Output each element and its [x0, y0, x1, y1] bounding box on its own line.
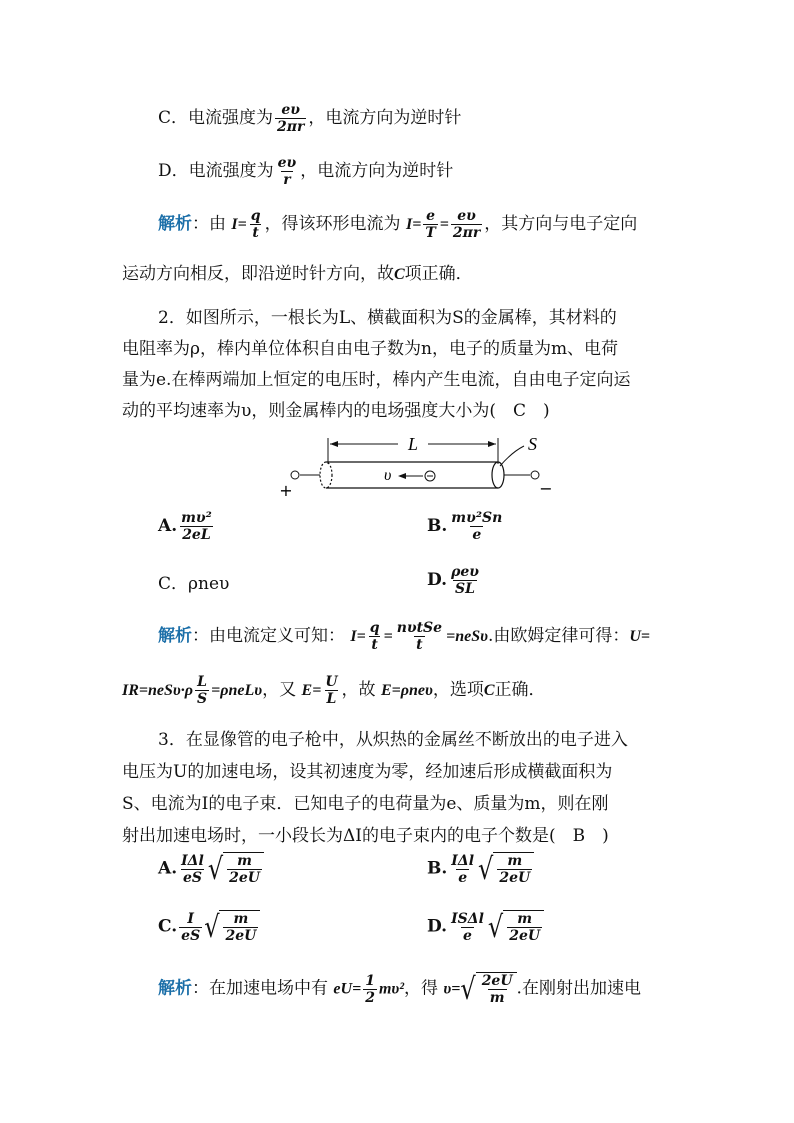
fig-plus: + — [279, 481, 293, 500]
sqrt-icon: √ $\frac{2eU}{m}$ — [460, 972, 516, 1006]
q2-stem-line4: 动的平均速率为υ，则金属棒内的电场强度大小为( C ) — [122, 401, 550, 421]
q2-stem-line2: 电阻率为ρ，棒内单位体积自由电子数为n，电子的质量为m、电荷 — [122, 339, 619, 359]
q3-stem-line3: S、电流为I的电子束．已知电子的电荷量为e、质量为m，则在刚 — [122, 794, 609, 814]
sqrt-icon: √ $\frac{m}{2eU}$ — [208, 852, 264, 886]
q2-analysis-line1: 解析：由电流定义可知： I= $\frac{q}{t}$ = $\frac{\text{nυtSe}}{t}$ =neSυ.由欧姆定律可得：U= — [158, 620, 651, 653]
dim-arrow-right — [488, 441, 496, 447]
q1-option-d: D．电流强度为 $\frac{e\upsilon}{r}$ ，电流方向为逆时针 — [158, 155, 454, 188]
left-terminal — [291, 471, 299, 479]
q3-option-b: B. $\frac{\text{IΔl}}{e}$ √ $\frac{m}{2eU}$ — [427, 852, 534, 886]
q3-stem-line2: 电压为U的加速电场，设其初速度为零，经加速后形成横截面积为 — [122, 762, 613, 782]
dim-arrow-left — [330, 441, 338, 447]
q3-stem-line1: 3．在显像管的电子枪中，从炽热的金属丝不断放出的电子进入 — [158, 730, 628, 750]
fig-label-L: L — [407, 434, 419, 454]
q1-option-c: C．电流强度为 $\frac{e\upsilon}{2\pi r}$ ，电流方向为逆时针 — [158, 102, 462, 135]
right-terminal — [531, 471, 539, 479]
q3-option-a: A. $\frac{\text{IΔl}}{eS}$ √ $\frac{m}{2eU}$ — [158, 852, 264, 886]
fig-label-v: υ — [384, 467, 392, 484]
q1-analysis-line1: 解析：由 I= $\frac{q}{t}$ ，得该环形电流为 I= $\frac{e}{T}$ = $\frac{e\upsilon}{2\pi r}$ ，其方向与电子定向 — [158, 208, 638, 241]
sqrt-icon: √ $\frac{m}{2eU}$ — [478, 852, 534, 886]
q2-stem-line1: 2．如图所示，一根长为L、横截面积为S的金属棒，其材料的 — [158, 308, 617, 328]
q2-metal-rod-figure — [276, 432, 566, 502]
q2-option-a: A. $\frac{\text{mυ²}}{2eL}$ — [158, 510, 212, 543]
q2-option-d: D. $\frac{\text{ρeυ}}{SL}$ — [427, 564, 479, 597]
sqrt-icon: √ $\frac{m}{2eU}$ — [488, 910, 544, 944]
rod-right-end — [492, 462, 504, 488]
fig-minus: − — [539, 479, 553, 498]
q1-analysis-line2: 运动方向相反，即沿逆时针方向，故C项正确． — [122, 264, 473, 284]
q3-option-d: D. $\frac{\text{ISΔl}}{e}$ √ $\frac{m}{2eU}$ — [427, 910, 544, 944]
q3-stem-line4: 射出加速电场时，一小段长为ΔI的电子束内的电子个数是( B ) — [122, 826, 609, 846]
velocity-arrow — [398, 473, 406, 479]
q3-analysis-line1: 解析：在加速电场中有 eU= $\frac{1}{2}$ mυ²，得 υ= √ $\frac{2eU}{m}$ .在刚射出加速电 — [158, 971, 641, 1007]
rod-left-end — [320, 462, 332, 488]
q2-stem-line3: 量为e.在棒两端加上恒定的电压时，棒内产生电流，自由电子定向运 — [122, 370, 631, 390]
q2-option-b: B. $\frac{\text{mυ²Sn}}{e}$ — [427, 510, 503, 543]
sqrt-icon: √ $\frac{m}{2eU}$ — [204, 910, 260, 944]
q2-analysis-line2: IR=neSυ·ρ $\frac{L}{S}$ =ρneLυ，又 E= $\frac{U}{L}$ ，故 E=ρneυ，选项C正确． — [122, 674, 546, 707]
q2-option-c: C．ρneυ — [158, 574, 230, 594]
q3-option-c: C. $\frac{I}{eS}$ √ $\frac{m}{2eU}$ — [158, 910, 260, 944]
fig-label-S: S — [528, 434, 537, 454]
